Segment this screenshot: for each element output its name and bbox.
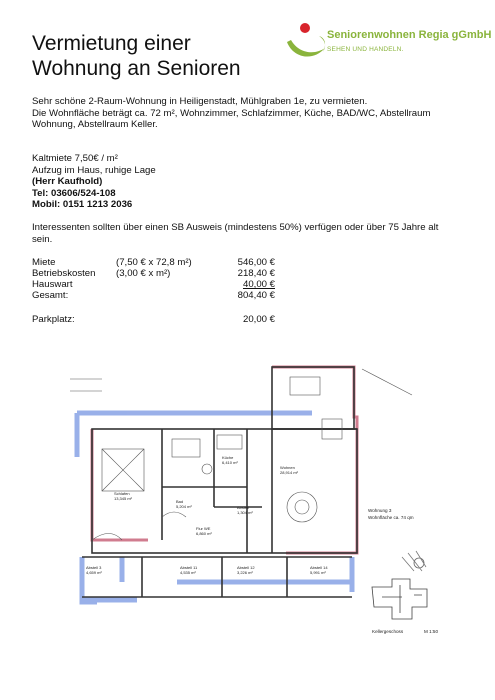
mobile-number: Mobil: 0151 1213 2036 (32, 199, 133, 210)
cost-label-operating: Betriebskosten (32, 268, 96, 279)
intro-line-3: Wohnung, Abstellraum Keller. (32, 119, 158, 130)
room-name: Abstell 14 (310, 565, 328, 570)
room-name: Wohnen (280, 465, 295, 470)
intro-line-2: Die Wohnfläche beträgt ca. 72 m², Wohnzimmer, Schlafzimmer, Küche, BAD/WC, Abstellraum (32, 107, 431, 119)
room-name: Abstell 12 (237, 565, 255, 570)
cost-label-rent: Miete (32, 257, 56, 268)
cost-amount-operating: 218,40 € (237, 268, 275, 279)
parking-label: Parkplatz: (32, 314, 75, 325)
room-area: 4,659 m² (86, 570, 102, 575)
intro-text (32, 96, 430, 131)
room-area: 5,204 m² (176, 504, 192, 509)
page-title (32, 31, 241, 81)
room-area: 1,304 m² (237, 510, 253, 515)
intro-line-1: Sehr schöne 2-Raum-Wohnung in Heiligenstadt, Mühlgraben 1e, zu vermieten. (32, 96, 368, 107)
room-area: 6,860 m² (196, 531, 212, 536)
eligibility-line-1: Interessenten sollten über einen SB Ausweis (mindestens 50%) verfügen oder über 75 Jahre alt (32, 222, 439, 233)
parking-amount: 20,00 € (242, 314, 275, 325)
room-name: Abstell 3 (86, 565, 102, 570)
eligibility-text (32, 222, 438, 245)
room-area: 4,535 m² (180, 570, 196, 575)
room-name: Flur WE (196, 526, 211, 531)
room-name: Abstell (237, 505, 250, 510)
room-area: 28,914 m² (280, 470, 299, 475)
room-area: 5,991 m² (310, 570, 326, 575)
room-area: 6,410 m² (222, 460, 238, 465)
cost-label-total: Gesamt: (32, 290, 69, 301)
room-name: Abstell 11 (180, 565, 198, 570)
rent-details (32, 153, 156, 211)
cost-detail-rent: (7,50 € x 72,8 m²) (116, 257, 192, 268)
room-name: Schlafen (114, 491, 130, 496)
logo-dot-icon (300, 23, 310, 33)
floor-plan (62, 357, 452, 677)
unit-label: Wohnung 3 (368, 508, 392, 513)
logo-swoosh-icon (287, 40, 325, 57)
unit-area: Wohnfläche ca. 74 qm (368, 515, 414, 520)
eligibility-line-2: sein. (32, 233, 53, 245)
title-line-1: Vermietung einer (32, 32, 191, 55)
logo-tagline: SEHEN UND HANDELN. (327, 46, 404, 53)
room-name: Bad (176, 499, 184, 504)
rent-line: Kaltmiete 7,50€ / m² (32, 153, 118, 164)
cost-label-caretaker: Hauswart (32, 279, 73, 290)
cost-amount-total: 804,40 € (237, 290, 275, 301)
cost-amount-rent: 546,00 € (237, 257, 275, 268)
title-line-2: Wohnung an Senioren (32, 57, 241, 80)
phone-number: Tel: 03606/524-108 (32, 187, 116, 199)
room-area: 13,345 m² (114, 496, 133, 501)
contact-name: (Herr Kaufhold) (32, 176, 103, 187)
cost-amount-caretaker: 40,00 € (242, 279, 275, 290)
floor-label: Kellergeschoss (372, 629, 404, 634)
plan-scale: M 1:50 (424, 629, 439, 634)
logo-name: Seniorenwohnen Regia gGmbH (327, 29, 492, 41)
room-name: Küche (222, 455, 234, 460)
room-area: 3,226 m² (237, 570, 253, 575)
site-map (372, 551, 427, 619)
cost-detail-operating: (3,00 € x m²) (116, 268, 171, 279)
features-line: Aufzug im Haus, ruhige Lage (32, 164, 156, 176)
